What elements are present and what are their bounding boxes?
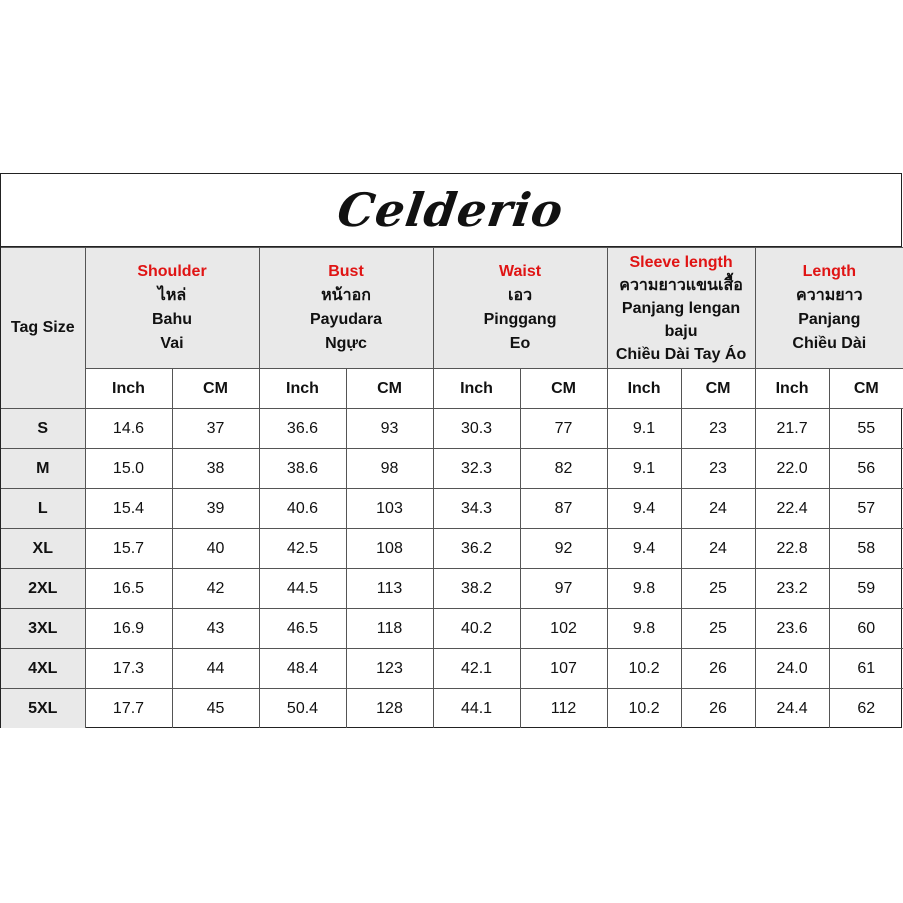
value-cell: 50.4 — [259, 689, 346, 729]
value-cell: 16.5 — [85, 569, 172, 609]
length-header: Length ความยาว Panjang Chiều Dài — [755, 248, 903, 369]
value-cell: 38.2 — [433, 569, 520, 609]
value-cell: 59 — [829, 569, 903, 609]
value-cell: 34.3 — [433, 489, 520, 529]
value-cell: 42.1 — [433, 649, 520, 689]
value-cell: 17.7 — [85, 689, 172, 729]
value-cell: 92 — [520, 529, 607, 569]
size-cell: 5XL — [1, 689, 85, 729]
value-cell: 42.5 — [259, 529, 346, 569]
unit-inch: Inch — [755, 369, 829, 409]
value-cell: 23 — [681, 409, 755, 449]
value-cell: 15.7 — [85, 529, 172, 569]
brand-logo — [1, 174, 901, 247]
value-cell: 46.5 — [259, 609, 346, 649]
value-cell: 25 — [681, 609, 755, 649]
value-cell: 10.2 — [607, 689, 681, 729]
value-cell: 36.6 — [259, 409, 346, 449]
tag-size-header: Tag Size — [1, 248, 85, 409]
value-cell: 57 — [829, 489, 903, 529]
value-cell: 22.4 — [755, 489, 829, 529]
unit-cm: CM — [346, 369, 433, 409]
table-row — [1, 569, 903, 609]
table-row — [1, 489, 903, 529]
value-cell: 42 — [172, 569, 259, 609]
unit-cm: CM — [520, 369, 607, 409]
value-cell: 16.9 — [85, 609, 172, 649]
value-cell: 97 — [520, 569, 607, 609]
value-cell: 36.2 — [433, 529, 520, 569]
waist-header: Waist เอว Pinggang Eo — [433, 248, 607, 369]
value-cell: 40.6 — [259, 489, 346, 529]
value-cell: 14.6 — [85, 409, 172, 449]
value-cell: 37 — [172, 409, 259, 449]
value-cell: 43 — [172, 609, 259, 649]
table-row — [1, 449, 903, 489]
value-cell: 82 — [520, 449, 607, 489]
size-cell: L — [1, 489, 85, 529]
value-cell: 15.4 — [85, 489, 172, 529]
brand-name: Celderio — [334, 183, 568, 237]
table-row — [1, 689, 903, 729]
unit-cm: CM — [681, 369, 755, 409]
value-cell: 23 — [681, 449, 755, 489]
value-cell: 26 — [681, 689, 755, 729]
value-cell: 40.2 — [433, 609, 520, 649]
value-cell: 55 — [829, 409, 903, 449]
value-cell: 60 — [829, 609, 903, 649]
value-cell: 98 — [346, 449, 433, 489]
value-cell: 24 — [681, 529, 755, 569]
unit-inch: Inch — [433, 369, 520, 409]
size-table — [1, 247, 903, 728]
size-cell: 3XL — [1, 609, 85, 649]
unit-inch: Inch — [607, 369, 681, 409]
value-cell: 38.6 — [259, 449, 346, 489]
value-cell: 22.8 — [755, 529, 829, 569]
value-cell: 40 — [172, 529, 259, 569]
value-cell: 30.3 — [433, 409, 520, 449]
table-row — [1, 649, 903, 689]
value-cell: 21.7 — [755, 409, 829, 449]
value-cell: 24.0 — [755, 649, 829, 689]
value-cell: 112 — [520, 689, 607, 729]
sleeve-length-header: Sleeve length ความยาวแขนเสื้อ Panjang lengan baju Chiều Dài Tay Áo — [607, 248, 755, 369]
value-cell: 9.8 — [607, 569, 681, 609]
value-cell: 24 — [681, 489, 755, 529]
value-cell: 9.1 — [607, 449, 681, 489]
value-cell: 9.1 — [607, 409, 681, 449]
bust-header: Bust หน้าอก Payudara Ngực — [259, 248, 433, 369]
table-row — [1, 529, 903, 569]
value-cell: 10.2 — [607, 649, 681, 689]
size-cell: 4XL — [1, 649, 85, 689]
value-cell: 25 — [681, 569, 755, 609]
value-cell: 102 — [520, 609, 607, 649]
value-cell: 107 — [520, 649, 607, 689]
size-cell: XL — [1, 529, 85, 569]
value-cell: 118 — [346, 609, 433, 649]
value-cell: 32.3 — [433, 449, 520, 489]
shoulder-header: Shoulder ไหล่ Bahu Vai — [85, 248, 259, 369]
size-cell: M — [1, 449, 85, 489]
value-cell: 93 — [346, 409, 433, 449]
value-cell: 23.6 — [755, 609, 829, 649]
value-cell: 45 — [172, 689, 259, 729]
value-cell: 128 — [346, 689, 433, 729]
unit-inch: Inch — [85, 369, 172, 409]
value-cell: 39 — [172, 489, 259, 529]
value-cell: 44.1 — [433, 689, 520, 729]
unit-cm: CM — [829, 369, 903, 409]
value-cell: 38 — [172, 449, 259, 489]
value-cell: 44 — [172, 649, 259, 689]
value-cell: 44.5 — [259, 569, 346, 609]
value-cell: 9.4 — [607, 489, 681, 529]
value-cell: 62 — [829, 689, 903, 729]
value-cell: 26 — [681, 649, 755, 689]
unit-inch: Inch — [259, 369, 346, 409]
table-row — [1, 609, 903, 649]
value-cell: 77 — [520, 409, 607, 449]
value-cell: 58 — [829, 529, 903, 569]
table-row — [1, 409, 903, 449]
value-cell: 103 — [346, 489, 433, 529]
value-cell: 48.4 — [259, 649, 346, 689]
value-cell: 113 — [346, 569, 433, 609]
value-cell: 22.0 — [755, 449, 829, 489]
value-cell: 23.2 — [755, 569, 829, 609]
value-cell: 61 — [829, 649, 903, 689]
value-cell: 24.4 — [755, 689, 829, 729]
value-cell: 9.4 — [607, 529, 681, 569]
value-cell: 15.0 — [85, 449, 172, 489]
value-cell: 56 — [829, 449, 903, 489]
value-cell: 87 — [520, 489, 607, 529]
value-cell: 17.3 — [85, 649, 172, 689]
unit-cm: CM — [172, 369, 259, 409]
size-cell: 2XL — [1, 569, 85, 609]
value-cell: 9.8 — [607, 609, 681, 649]
value-cell: 108 — [346, 529, 433, 569]
size-cell: S — [1, 409, 85, 449]
size-chart — [0, 173, 902, 728]
value-cell: 123 — [346, 649, 433, 689]
